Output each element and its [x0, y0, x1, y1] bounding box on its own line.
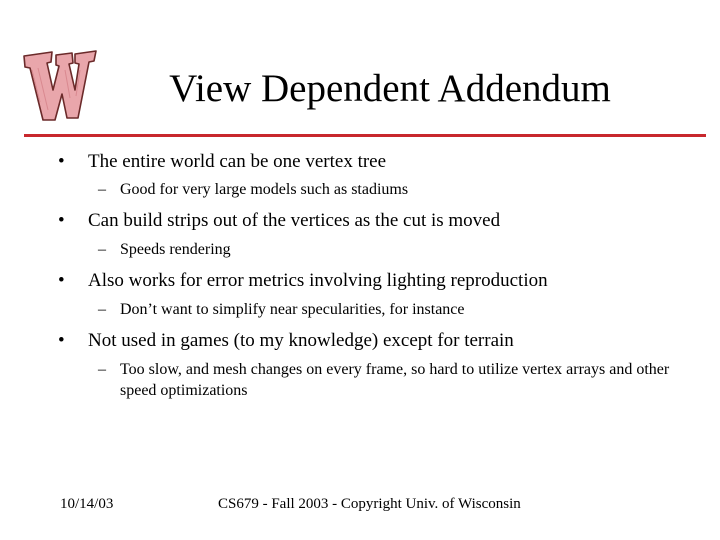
bullet-marker: • [58, 210, 65, 231]
bullet-text: Can build strips out of the vertices as the cut is moved [88, 210, 501, 231]
bullet-item [58, 209, 702, 233]
bullet-text: Not used in games (to my knowledge) except for terrain [88, 330, 514, 351]
bullet-marker: • [58, 270, 65, 291]
title-divider [24, 134, 706, 137]
bullet-list [58, 148, 702, 401]
sub-bullet-item [62, 359, 680, 401]
sub-bullet-text: Good for very large models such as stadiums [120, 181, 409, 198]
wisconsin-w-logo-icon [18, 40, 98, 128]
bullet-item [58, 269, 702, 293]
bullet-marker: • [58, 151, 65, 172]
bullet-text: The entire world can be one vertex tree [88, 151, 387, 172]
sub-bullet-text: Don’t want to simplify near specularities, for instance [120, 301, 465, 318]
bullet-marker: • [58, 330, 65, 351]
sub-bullet-marker: – [98, 181, 106, 198]
footer-date: 10/14/03 [60, 496, 114, 512]
sub-bullet-text: Too slow, and mesh changes on every frame, so hard to utilize vertex arrays and other speed optimizations [120, 361, 670, 399]
sub-bullet-item [62, 299, 702, 320]
slide-title: View Dependent Addendum [169, 67, 611, 110]
sub-bullet-item [62, 239, 702, 260]
sub-bullet-item [62, 179, 702, 200]
sub-bullet-marker: – [98, 241, 106, 258]
bullet-item [58, 329, 702, 353]
footer-copyright: CS679 - Fall 2003 - Copyright Univ. of Wisconsin [218, 496, 521, 512]
sub-bullet-text: Speeds rendering [120, 241, 231, 258]
sub-bullet-marker: – [98, 361, 106, 378]
bullet-item [58, 150, 702, 174]
bullet-text: Also works for error metrics involving lighting reproduction [88, 270, 548, 291]
sub-bullet-marker: – [98, 301, 106, 318]
